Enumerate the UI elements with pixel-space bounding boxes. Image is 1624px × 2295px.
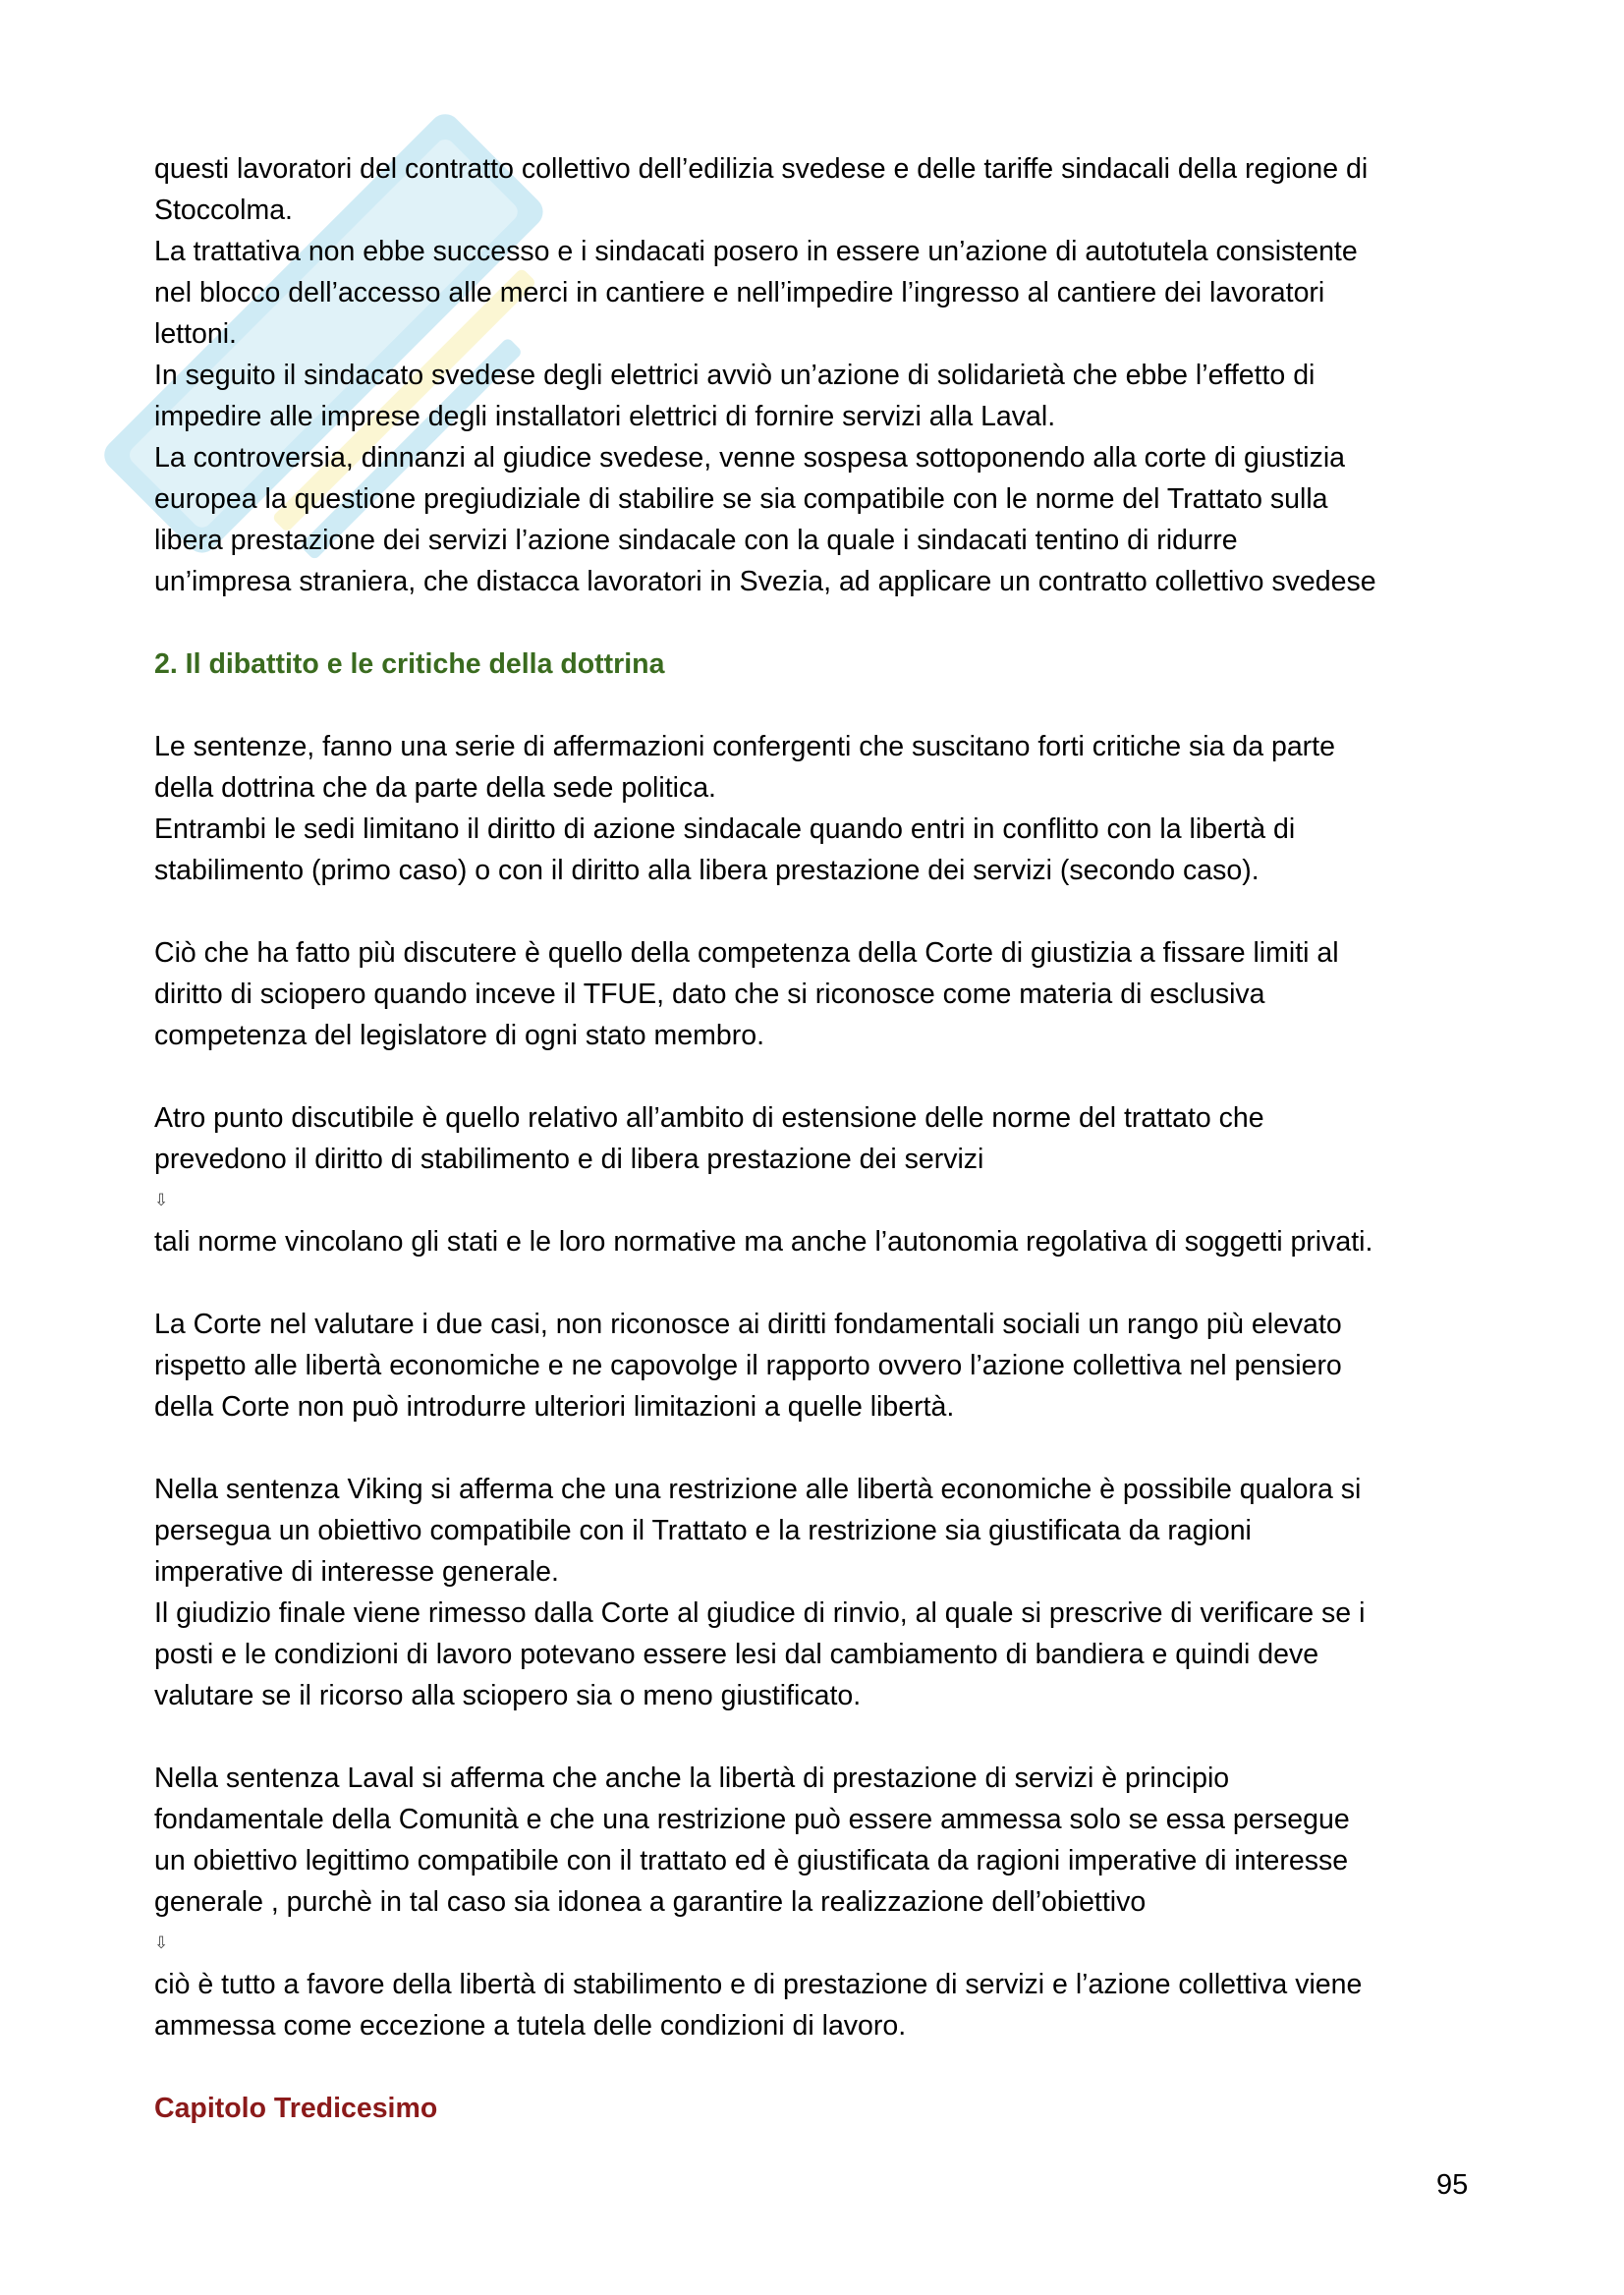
- text-line: europea la questione pregiudiziale di stabilire se sia compatibile con le norme del Trattato sulla: [154, 483, 1328, 515]
- text-line: un’impresa straniera, che distacca lavoratori in Svezia, ad applicare un contratto collettivo svedese: [154, 566, 1376, 597]
- text-line: stabilimento (primo caso) o con il diritto alla libera prestazione dei servizi (secondo caso).: [154, 855, 1260, 886]
- text-line: generale , purchè in tal caso sia idonea a garantire la realizzazione dell’obiettivo: [154, 1886, 1147, 1918]
- text-line: imperative di interesse generale.: [154, 1556, 559, 1588]
- text-line: libera prestazione dei servizi l’azione sindacale con la quale i sindacati tentino di ridurre: [154, 525, 1238, 556]
- text-line: posti e le condizioni di lavoro potevano essere lesi dal cambiamento di bandiera e quindi deve: [154, 1639, 1319, 1670]
- text-line: ammessa come eccezione a tutela delle condizioni di lavoro.: [154, 2010, 907, 2042]
- page-number: 95: [1436, 2169, 1469, 2201]
- text-line: Le sentenze, fanno una serie di affermazioni confergenti che suscitano forti critiche sia da parte: [154, 731, 1335, 762]
- chapter-heading: Capitolo Tredicesimo: [154, 2093, 438, 2124]
- text-line: ciò è tutto a favore della libertà di stabilimento e di prestazione di servizi e l’azione collettiva viene: [154, 1969, 1363, 2000]
- text-line: Ciò che ha fatto più discutere è quello della competenza della Corte di giustizia a fissare limiti al: [154, 937, 1339, 969]
- down-arrow-icon: ⇩: [154, 1933, 169, 1952]
- text-line: competenza del legislatore di ogni stato membro.: [154, 1020, 765, 1051]
- text-line: diritto di sciopero quando inceve il TFUE, dato che si riconosce come materia di esclusiva: [154, 979, 1265, 1010]
- text-line: della Corte non può introdurre ulteriori limitazioni a quelle libertà.: [154, 1391, 955, 1423]
- text-line: tali norme vincolano gli stati e le loro normative ma anche l’autonomia regolativa di soggetti privati.: [154, 1226, 1373, 1258]
- text-line: La controversia, dinnanzi al giudice svedese, venne sospesa sottoponendo alla corte di giustizia: [154, 442, 1346, 474]
- text-line: lettoni.: [154, 318, 237, 350]
- text-line: La Corte nel valutare i due casi, non riconosce ai diritti fondamentali sociali un rango più elevato: [154, 1309, 1342, 1340]
- text-line: rispetto alle libertà economiche e ne capovolge il rapporto ovvero l’azione collettiva nel pensiero: [154, 1350, 1342, 1381]
- text-line: In seguito il sindacato svedese degli elettrici avviò un’azione di solidarietà che ebbe l’effetto di: [154, 360, 1316, 391]
- text-line: La trattativa non ebbe successo e i sindacati posero in essere un’azione di autotutela consistente: [154, 236, 1358, 267]
- text-line: Nella sentenza Viking si afferma che una restrizione alle libertà economiche è possibile qualora si: [154, 1474, 1362, 1505]
- document-body: [154, 148, 1481, 2129]
- text-line: impedire alle imprese degli installatori elettrici di fornire servizi alla Laval.: [154, 401, 1056, 432]
- text-line: un obiettivo legittimo compatibile con il trattato ed è giustificata da ragioni imperative di interesse: [154, 1845, 1349, 1876]
- down-arrow-icon: ⇩: [154, 1191, 169, 1209]
- text-line: valutare se il ricorso alla sciopero sia o meno giustificato.: [154, 1680, 862, 1711]
- text-line: persegua un obiettivo compatibile con il Trattato e la restrizione sia giustificata da ragioni: [154, 1515, 1252, 1546]
- section-heading: 2. Il dibattito e le critiche della dottrina: [154, 648, 665, 680]
- text-line: Nella sentenza Laval si afferma che anche la libertà di prestazione di servizi è principio: [154, 1763, 1230, 1794]
- text-line: Stoccolma.: [154, 195, 293, 226]
- text-line: della dottrina che da parte della sede politica.: [154, 772, 716, 804]
- text-line: Il giudizio finale viene rimesso dalla Corte al giudice di rinvio, al quale si prescrive di verificare se i: [154, 1597, 1366, 1629]
- text-line: nel blocco dell’accesso alle merci in cantiere e nell’impedire l’ingresso al cantiere dei lavoratori: [154, 277, 1325, 308]
- text-line: prevedono il diritto di stabilimento e di libera prestazione dei servizi: [154, 1144, 984, 1175]
- text-line: fondamentale della Comunità e che una restrizione può essere ammessa solo se essa persegue: [154, 1804, 1350, 1835]
- text-line: Entrambi le sedi limitano il diritto di azione sindacale quando entri in conflitto con la libertà di: [154, 813, 1296, 845]
- text-line: Atro punto discutibile è quello relativo all’ambito di estensione delle norme del trattato che: [154, 1102, 1264, 1134]
- text-line: questi lavoratori del contratto collettivo dell’edilizia svedese e delle tariffe sindacali della regione di: [154, 153, 1369, 185]
